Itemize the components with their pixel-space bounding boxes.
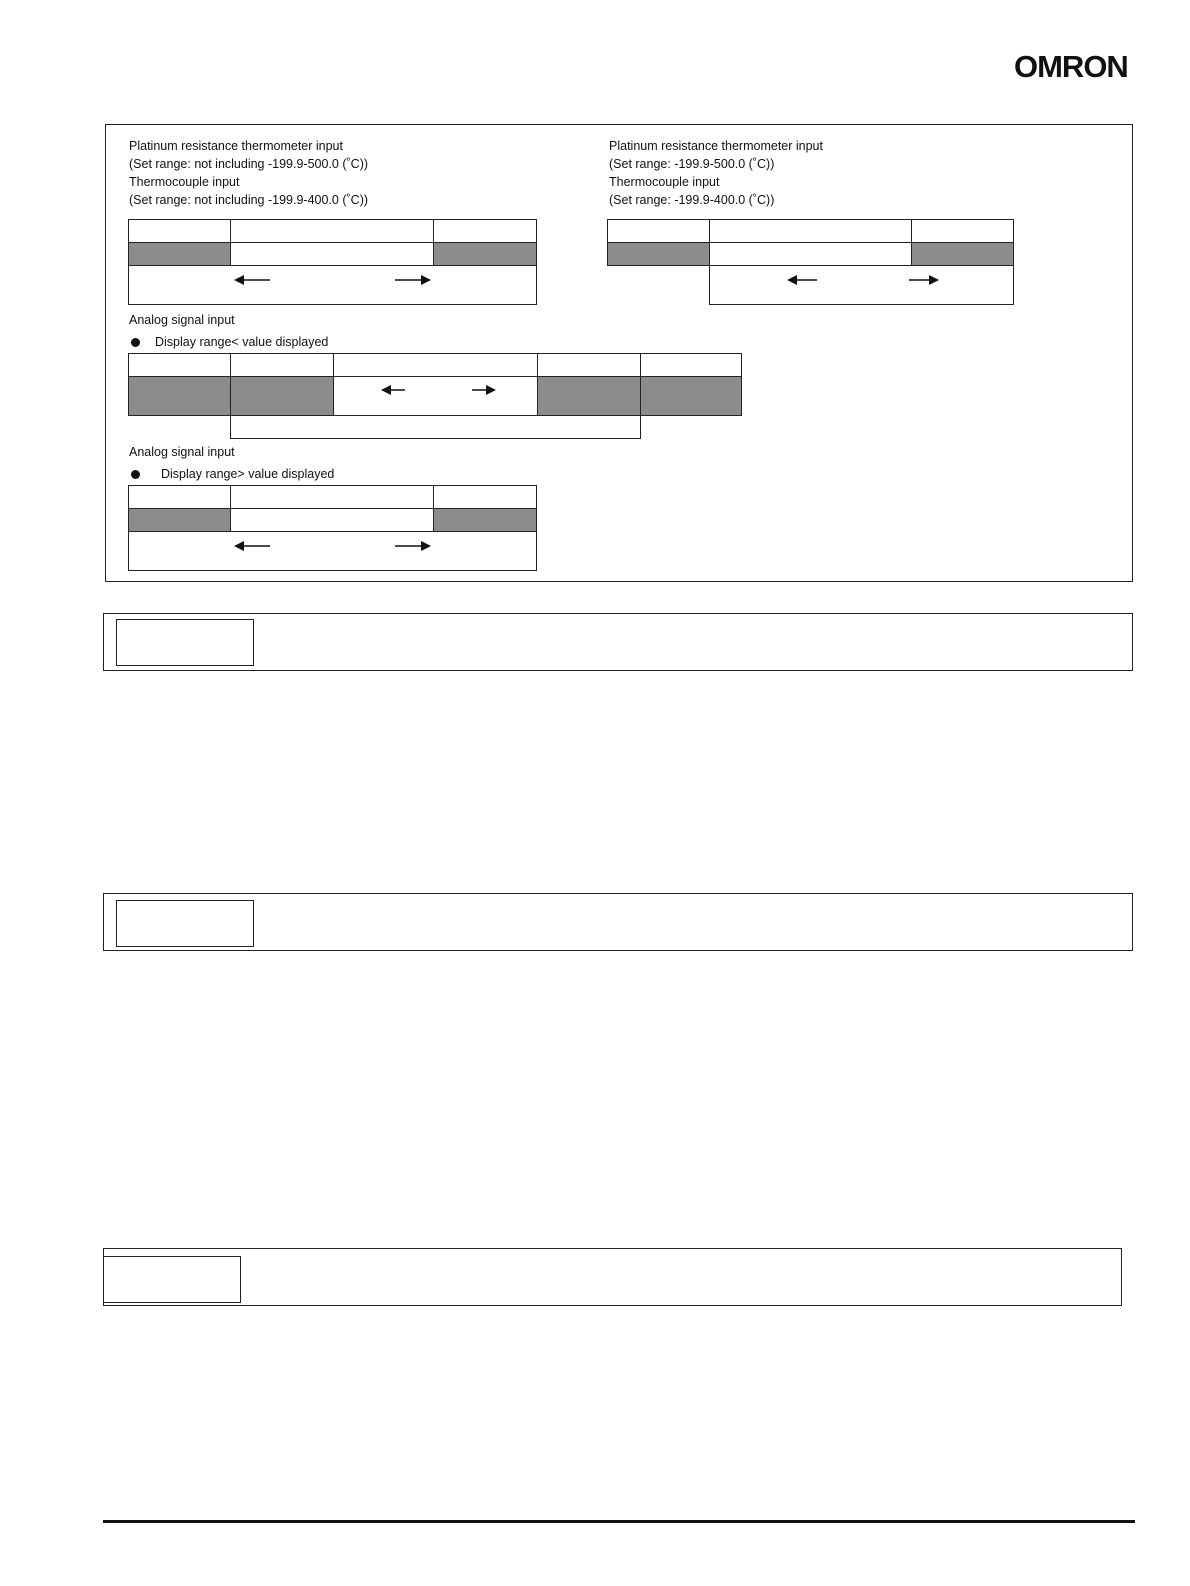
section-header-1	[103, 613, 1133, 671]
omron-logo	[1014, 50, 1134, 84]
right-heading-line-2: (Set range: -199.9-500.0 (˚C))	[609, 157, 775, 171]
right-arrow-icon	[909, 274, 939, 286]
analog2-bullet-text: Display range> value displayed	[161, 467, 335, 481]
analog1-shaded-cell-1	[128, 376, 231, 416]
analog1-top-cell-3	[333, 353, 538, 377]
right-arrow-icon	[395, 274, 431, 286]
left-heading-line-2: (Set range: not including -199.9-500.0 (˚C))	[129, 157, 369, 171]
analog2-top-cell-2	[230, 485, 434, 509]
analog2-title: Analog signal input	[129, 445, 235, 459]
analog1-top-cell-4	[537, 353, 641, 377]
left-diagram-top-cell-3	[433, 219, 537, 243]
right-diagram-top-cell-1	[607, 219, 710, 243]
analog1-bottom-bar	[230, 415, 641, 439]
section-header-2	[103, 893, 1133, 951]
left-arrow-icon	[234, 540, 270, 552]
right-heading-line-3: Thermocouple input	[609, 175, 720, 189]
right-heading-line-4: (Set range: -199.9-400.0 (˚C))	[609, 193, 775, 207]
analog1-top-cell-5	[640, 353, 742, 377]
analog1-shaded-cell-4	[640, 376, 742, 416]
left-diagram-top-cell-2	[230, 219, 434, 243]
section-header-2-label-box	[116, 900, 254, 947]
analog1-bullet-text: Display range< value displayed	[155, 335, 329, 349]
analog1-top-cell-2	[230, 353, 334, 377]
right-diagram-shaded-cell-2	[911, 242, 1014, 266]
analog1-shaded-cell-3	[537, 376, 641, 416]
analog2-range-bar	[128, 531, 537, 571]
analog1-range-cell	[333, 376, 538, 416]
left-diagram-shaded-cell-1	[128, 242, 231, 266]
left-diagram-shaded-cell-2	[433, 242, 537, 266]
left-heading-line-1: Platinum resistance thermometer input	[129, 139, 343, 153]
analog1-title: Analog signal input	[129, 313, 235, 327]
footer-rule	[103, 1520, 1135, 1523]
section-header-3	[103, 1248, 1122, 1306]
right-diagram-mid-cell	[709, 242, 912, 266]
omron-logo-text: OMRON	[1014, 50, 1128, 84]
omron-logo-mark	[1014, 50, 1134, 84]
analog2-shaded-cell-2	[433, 508, 537, 532]
right-heading-line-1: Platinum resistance thermometer input	[609, 139, 823, 153]
analog1-shaded-cell-2	[230, 376, 334, 416]
right-diagram-shaded-cell-1	[607, 242, 710, 266]
right-diagram-top-cell-3	[911, 219, 1014, 243]
left-arrow-icon	[234, 274, 270, 286]
bullet-icon	[131, 470, 140, 479]
left-diagram-range-bar	[128, 265, 537, 305]
left-arrow-icon	[787, 274, 817, 286]
left-heading-line-4: (Set range: not including -199.9-400.0 (˚C))	[129, 193, 369, 207]
left-arrow-icon	[381, 384, 405, 396]
left-diagram-top-cell-1	[128, 219, 231, 243]
section-header-3-label-box	[103, 1256, 241, 1303]
bullet-icon	[131, 338, 140, 347]
analog2-shaded-cell-1	[128, 508, 231, 532]
right-diagram-range-bar	[709, 265, 1014, 305]
analog2-top-cell-1	[128, 485, 231, 509]
right-diagram-top-cell-2	[709, 219, 912, 243]
right-arrow-icon	[395, 540, 431, 552]
right-arrow-icon	[472, 384, 496, 396]
left-diagram-mid-cell	[230, 242, 434, 266]
analog2-top-cell-3	[433, 485, 537, 509]
section-header-1-label-box	[116, 619, 254, 666]
analog1-top-cell-1	[128, 353, 231, 377]
analog2-mid-cell	[230, 508, 434, 532]
left-heading-line-3: Thermocouple input	[129, 175, 240, 189]
